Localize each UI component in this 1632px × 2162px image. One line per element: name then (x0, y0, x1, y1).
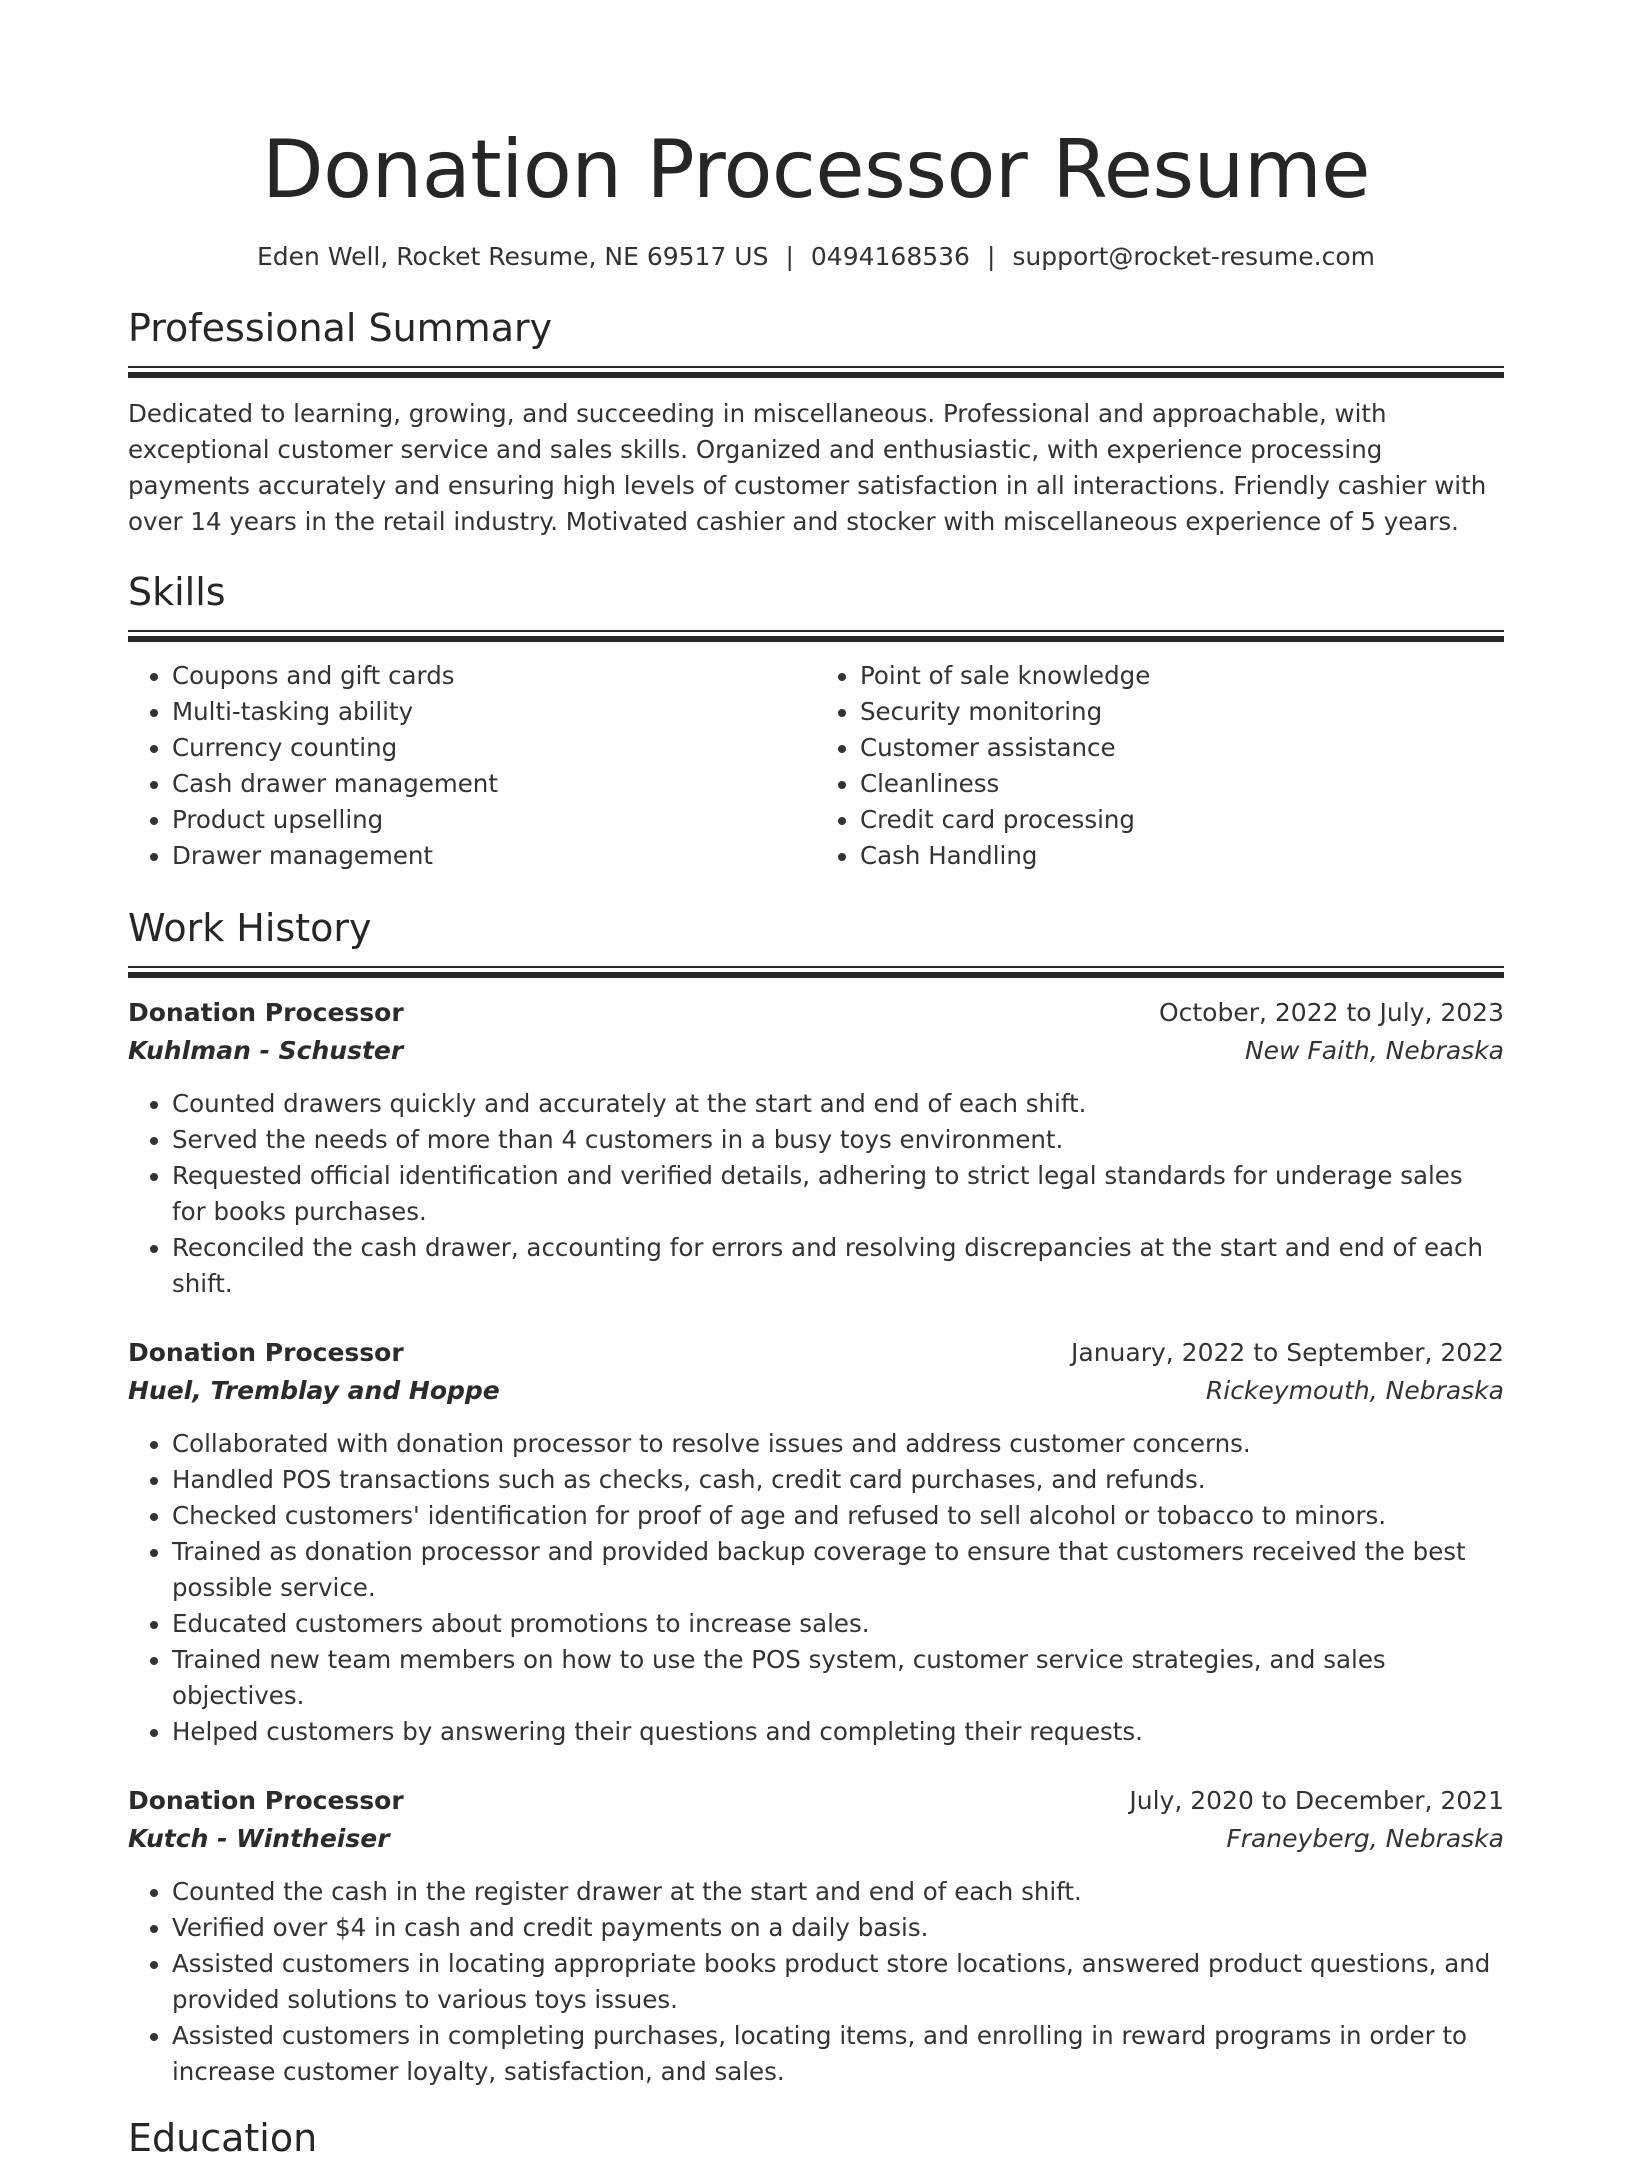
contact-line (128, 240, 1504, 274)
education-section (128, 2114, 1504, 2162)
skill-item: • Cash Handling (860, 838, 1504, 874)
skills-section (128, 568, 1504, 874)
job-subheader (128, 1372, 1504, 1410)
job-duty: • Counted drawers quickly and accurately at the start and end of each shift. (172, 1086, 1504, 1122)
skill-item: • Credit card processing (860, 802, 1504, 838)
job-duty: • Counted the cash in the register drawer at the start and end of each shift. (172, 1874, 1504, 1910)
contact-phone: 0494168536 (810, 242, 970, 271)
job-location: Rickeymouth, Nebraska (1205, 1376, 1504, 1405)
job-duty: • Requested official identification and verified details, adhering to strict legal standards for underage sales for books purchases. (172, 1158, 1504, 1230)
job-title: Donation Processor (128, 1786, 404, 1815)
job-header (128, 994, 1504, 1032)
summary-section (128, 304, 1504, 540)
section-divider (128, 966, 1504, 978)
job-subheader (128, 1820, 1504, 1858)
job-company: Kutch - Wintheiser (128, 1824, 390, 1853)
contact-separator: | (986, 242, 996, 271)
job-title: Donation Processor (128, 1338, 404, 1367)
job-duties (128, 1426, 1504, 1750)
skill-item: • Product upselling (172, 802, 816, 838)
job-header (128, 1782, 1504, 1820)
job-duty: • Assisted customers in completing purchases, locating items, and enrolling in reward programs in order to increase customer loyalty, satisfaction, and sales. (172, 2018, 1504, 2090)
resume-page (128, 0, 1504, 2162)
job-duty: • Handled POS transactions such as checks, cash, credit card purchases, and refunds. (172, 1462, 1504, 1498)
job-entry (128, 1782, 1504, 2090)
job-header (128, 1334, 1504, 1372)
work-history-section (128, 904, 1504, 2090)
contact-separator: | (785, 242, 794, 271)
job-entry (128, 1334, 1504, 1750)
job-duty: • Served the needs of more than 4 customers in a busy toys environment. (172, 1122, 1504, 1158)
job-duty: • Collaborated with donation processor to resolve issues and address customer concerns. (172, 1426, 1504, 1462)
skill-item: • Cleanliness (860, 766, 1504, 802)
job-duty: • Trained as donation processor and provided backup coverage to ensure that customers received the best possible service. (172, 1534, 1504, 1606)
page-title: Donation Processor Resume (262, 123, 1370, 216)
job-company: Huel, Tremblay and Hoppe (128, 1376, 500, 1405)
contact-email: support@rocket-resume.com (1012, 242, 1376, 271)
job-duty: • Verified over $4 in cash and credit payments on a daily basis. (172, 1910, 1504, 1946)
skill-item: • Customer assistance (860, 730, 1504, 766)
job-entry (128, 994, 1504, 1302)
job-subheader (128, 1032, 1504, 1070)
skill-item: • Point of sale knowledge (860, 658, 1504, 694)
skill-item: • Cash drawer management (172, 766, 816, 802)
skill-item: • Drawer management (172, 838, 816, 874)
job-duty: • Trained new team members on how to use the POS system, customer service strategies, and sales objectives. (172, 1642, 1504, 1714)
job-duty: • Reconciled the cash drawer, accounting for errors and resolving discrepancies at the start and end of each shift. (172, 1230, 1504, 1302)
section-heading-skills: Skills (128, 570, 226, 614)
job-dates: July, 2020 to December, 2021 (1129, 1786, 1504, 1815)
job-duty: • Educated customers about promotions to increase sales. (172, 1606, 1504, 1642)
job-location: Franeyberg, Nebraska (1226, 1824, 1504, 1853)
section-divider (128, 366, 1504, 378)
job-duty: • Helped customers by answering their questions and completing their requests. (172, 1714, 1504, 1750)
section-heading-summary: Professional Summary (128, 306, 553, 350)
job-company: Kuhlman - Schuster (128, 1036, 404, 1065)
job-duty: • Assisted customers in locating appropriate books product store locations, answered product questions, and provided solutions to various toys issues. (172, 1946, 1504, 2018)
section-heading-education: Education (128, 2116, 318, 2160)
job-duties (128, 1086, 1504, 1302)
skills-column-left (128, 658, 816, 874)
section-divider (128, 630, 1504, 642)
job-title: Donation Processor (128, 998, 404, 1027)
job-dates: January, 2022 to September, 2022 (1071, 1338, 1504, 1367)
skill-item: • Security monitoring (860, 694, 1504, 730)
contact-address: Eden Well, Rocket Resume, NE 69517 US (256, 242, 769, 271)
skills-column-right (816, 658, 1504, 874)
job-duty: • Checked customers' identification for proof of age and refused to sell alcohol or tobacco to minors. (172, 1498, 1504, 1534)
section-heading-work-history: Work History (128, 906, 372, 950)
skill-item: • Coupons and gift cards (172, 658, 816, 694)
skills-list (128, 658, 1504, 874)
summary-text: Dedicated to learning, growing, and succeeding in miscellaneous. Professional and approachable, with exceptional customer service and sales skills. Organized and enthusiastic, with experience processing payments accurately and ensuring high levels of customer satisfaction in all interactions. Friendly cashier with over 14 years in the retail industry. Motivated cashier and stocker with miscellaneous experience of 5 years. (128, 399, 1487, 536)
skill-item: • Currency counting (172, 730, 816, 766)
skill-item: • Multi-tasking ability (172, 694, 816, 730)
job-dates: October, 2022 to July, 2023 (1158, 998, 1504, 1027)
job-duties (128, 1874, 1504, 2090)
job-location: New Faith, Nebraska (1244, 1036, 1504, 1065)
